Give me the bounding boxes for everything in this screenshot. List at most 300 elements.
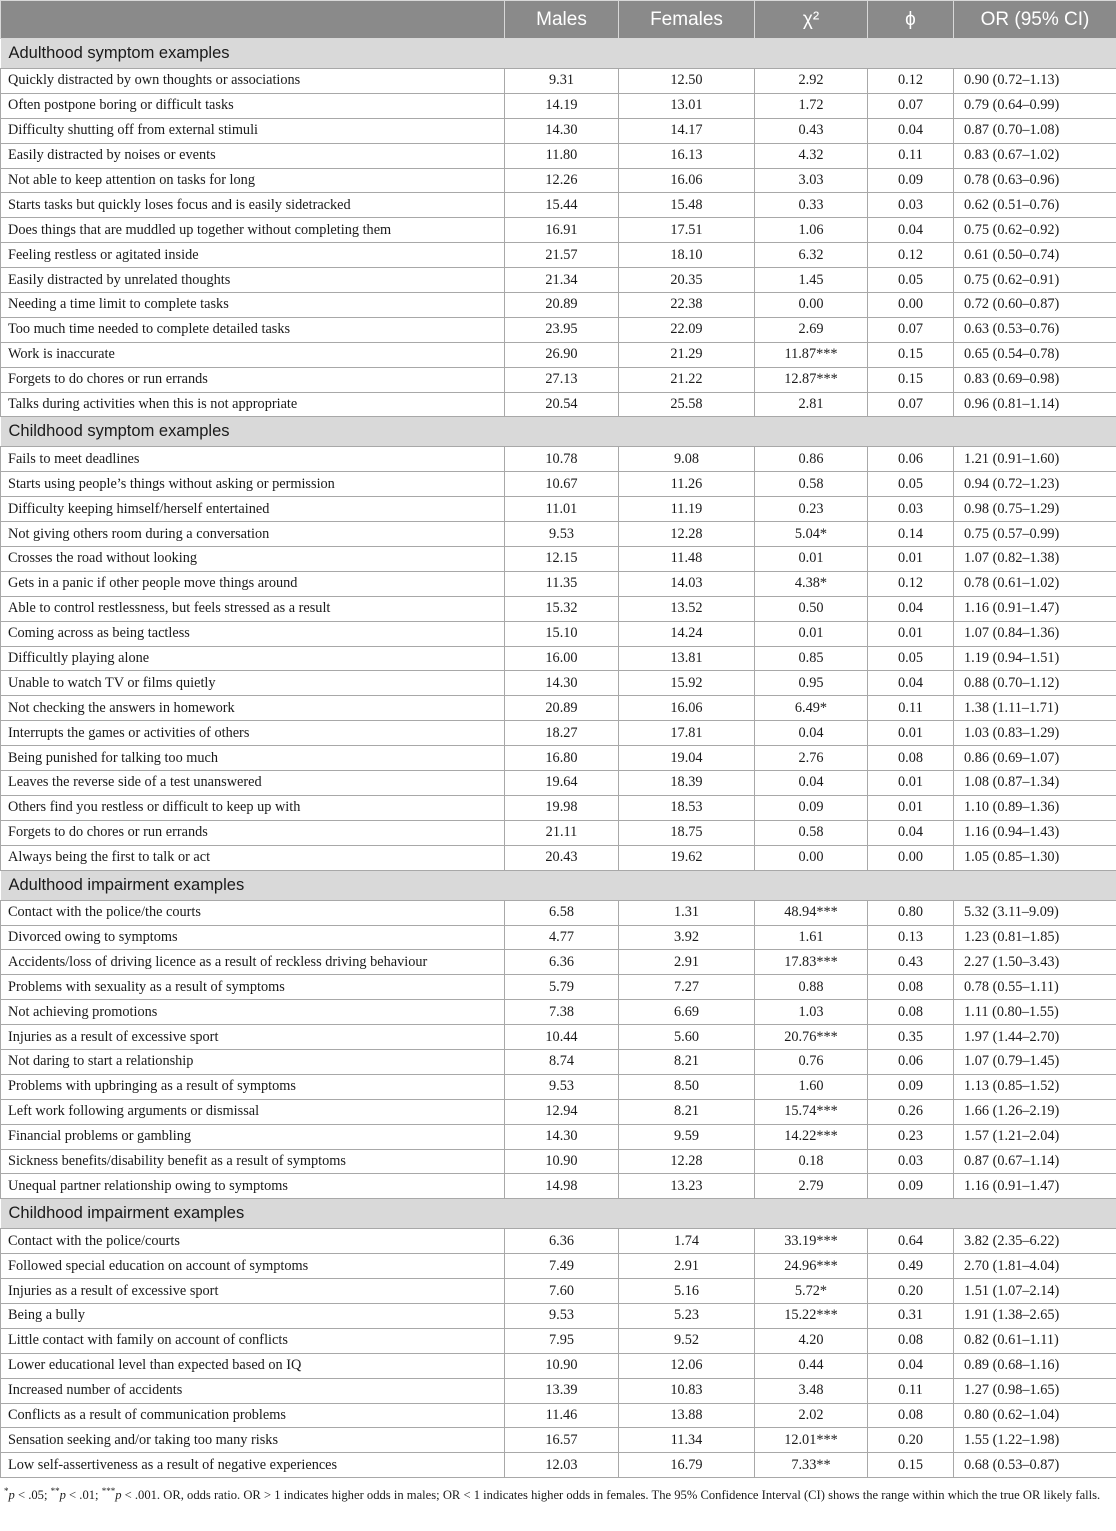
chi-square-value: 2.02 (755, 1403, 868, 1428)
item-label: Needing a time limit to complete tasks (1, 293, 505, 318)
females-value: 13.81 (619, 646, 755, 671)
phi-value: 0.05 (868, 646, 954, 671)
chi-square-value: 1.45 (755, 268, 868, 293)
phi-value: 0.04 (868, 118, 954, 143)
chi-square-value: 0.09 (755, 795, 868, 820)
chi-square-value: 4.20 (755, 1328, 868, 1353)
males-value: 11.01 (505, 497, 619, 522)
phi-value: 0.07 (868, 392, 954, 417)
table-row (1, 193, 1116, 218)
chi-square-value: 3.03 (755, 168, 868, 193)
item-label: Forgets to do chores or run errands (1, 367, 505, 392)
footnote-sig3-mark: *** (101, 1486, 116, 1497)
item-label: Others find you restless or difficult to keep up with (1, 795, 505, 820)
females-value: 6.69 (619, 1000, 755, 1025)
females-value: 18.10 (619, 243, 755, 268)
phi-value: 0.26 (868, 1099, 954, 1124)
phi-value: 0.01 (868, 771, 954, 796)
odds-ratio-value: 0.80 (0.62–1.04) (954, 1403, 1116, 1428)
chi-square-value: 0.43 (755, 118, 868, 143)
females-value: 19.04 (619, 746, 755, 771)
odds-ratio-value: 0.98 (0.75–1.29) (954, 497, 1116, 522)
males-value: 20.89 (505, 293, 619, 318)
odds-ratio-value: 0.96 (0.81–1.14) (954, 392, 1116, 417)
item-label: Accidents/loss of driving licence as a result of reckless driving behaviour (1, 950, 505, 975)
item-label: Injuries as a result of excessive sport (1, 1025, 505, 1050)
item-label: Gets in a panic if other people move things around (1, 571, 505, 596)
males-value: 6.36 (505, 950, 619, 975)
table-row (1, 795, 1116, 820)
phi-value: 0.03 (868, 1149, 954, 1174)
males-value: 12.03 (505, 1453, 619, 1478)
males-value: 11.35 (505, 571, 619, 596)
phi-value: 0.01 (868, 795, 954, 820)
females-value: 7.27 (619, 975, 755, 1000)
chi-square-value: 6.49* (755, 696, 868, 721)
phi-value: 0.06 (868, 447, 954, 472)
item-label: Always being the first to talk or act (1, 845, 505, 870)
table-footnote (4, 1482, 1112, 1505)
odds-ratio-value: 0.90 (0.72–1.13) (954, 69, 1116, 94)
odds-ratio-value: 1.07 (0.82–1.38) (954, 547, 1116, 572)
section-header-row (1, 870, 1116, 900)
odds-ratio-value: 0.63 (0.53–0.76) (954, 317, 1116, 342)
table-row (1, 1049, 1116, 1074)
chi-square-value: 33.19*** (755, 1229, 868, 1254)
phi-value: 0.35 (868, 1025, 954, 1050)
chi-square-value: 0.01 (755, 547, 868, 572)
footnote-sig1-mark: * (4, 1486, 9, 1497)
chi-square-value: 2.76 (755, 746, 868, 771)
odds-ratio-value: 0.86 (0.69–1.07) (954, 746, 1116, 771)
odds-ratio-value: 1.38 (1.11–1.71) (954, 696, 1116, 721)
item-label: Talks during activities when this is not appropriate (1, 392, 505, 417)
males-value: 9.53 (505, 1303, 619, 1328)
females-value: 2.91 (619, 1254, 755, 1279)
males-value: 14.30 (505, 1124, 619, 1149)
item-label: Followed special education on account of symptoms (1, 1254, 505, 1279)
table-row (1, 621, 1116, 646)
phi-value: 0.08 (868, 975, 954, 1000)
table-row (1, 93, 1116, 118)
females-value: 18.75 (619, 820, 755, 845)
males-value: 16.00 (505, 646, 619, 671)
footnote-sig2-mark: ** (50, 1486, 60, 1497)
females-value: 16.13 (619, 143, 755, 168)
odds-ratio-value: 1.27 (0.98–1.65) (954, 1378, 1116, 1403)
females-value: 16.06 (619, 696, 755, 721)
males-value: 4.77 (505, 925, 619, 950)
chi-square-value: 0.95 (755, 671, 868, 696)
phi-value: 0.49 (868, 1254, 954, 1279)
chi-square-value: 14.22*** (755, 1124, 868, 1149)
table-row (1, 746, 1116, 771)
footnote-sig1-text: < .05; (14, 1488, 51, 1503)
table-row (1, 1000, 1116, 1025)
males-value: 21.57 (505, 243, 619, 268)
item-label: Interrupts the games or activities of others (1, 721, 505, 746)
phi-value: 0.05 (868, 268, 954, 293)
section-header-row (1, 39, 1116, 69)
odds-ratio-value: 2.70 (1.81–4.04) (954, 1254, 1116, 1279)
header-phi: ϕ (868, 1, 954, 39)
odds-ratio-value: 1.51 (1.07–2.14) (954, 1279, 1116, 1304)
phi-value: 0.12 (868, 243, 954, 268)
odds-ratio-value: 1.05 (0.85–1.30) (954, 845, 1116, 870)
footnote-sig3-text: < .001. (121, 1488, 164, 1503)
header-chi-square: χ² (755, 1, 868, 39)
males-value: 7.49 (505, 1254, 619, 1279)
item-label: Quickly distracted by own thoughts or associations (1, 69, 505, 94)
table-row (1, 1149, 1116, 1174)
males-value: 15.10 (505, 621, 619, 646)
phi-value: 0.04 (868, 596, 954, 621)
phi-value: 0.03 (868, 497, 954, 522)
chi-square-value: 4.32 (755, 143, 868, 168)
males-value: 6.36 (505, 1229, 619, 1254)
chi-square-value: 0.04 (755, 721, 868, 746)
item-label: Leaves the reverse side of a test unanswered (1, 771, 505, 796)
females-value: 11.26 (619, 472, 755, 497)
females-value: 21.22 (619, 367, 755, 392)
header-males: Males (505, 1, 619, 39)
females-value: 10.83 (619, 1378, 755, 1403)
chi-square-value: 0.76 (755, 1049, 868, 1074)
chi-square-value: 0.44 (755, 1353, 868, 1378)
females-value: 15.92 (619, 671, 755, 696)
odds-ratio-value: 1.11 (0.80–1.55) (954, 1000, 1116, 1025)
odds-ratio-value: 0.94 (0.72–1.23) (954, 472, 1116, 497)
males-value: 15.32 (505, 596, 619, 621)
females-value: 18.53 (619, 795, 755, 820)
females-value: 13.88 (619, 1403, 755, 1428)
females-value: 22.09 (619, 317, 755, 342)
table-row (1, 392, 1116, 417)
females-value: 14.03 (619, 571, 755, 596)
phi-value: 0.00 (868, 845, 954, 870)
table-row (1, 69, 1116, 94)
item-label: Crosses the road without looking (1, 547, 505, 572)
odds-ratio-value: 0.75 (0.62–0.92) (954, 218, 1116, 243)
phi-value: 0.12 (868, 69, 954, 94)
females-value: 11.34 (619, 1428, 755, 1453)
chi-square-value: 1.03 (755, 1000, 868, 1025)
males-value: 18.27 (505, 721, 619, 746)
odds-ratio-value: 0.78 (0.55–1.11) (954, 975, 1116, 1000)
table-row (1, 1229, 1116, 1254)
males-value: 26.90 (505, 342, 619, 367)
females-value: 12.06 (619, 1353, 755, 1378)
table-row (1, 1303, 1116, 1328)
table-row (1, 1279, 1116, 1304)
chi-square-value: 20.76*** (755, 1025, 868, 1050)
chi-square-value: 0.86 (755, 447, 868, 472)
males-value: 6.58 (505, 900, 619, 925)
chi-square-value: 24.96*** (755, 1254, 868, 1279)
odds-ratio-value: 2.27 (1.50–3.43) (954, 950, 1116, 975)
phi-value: 0.80 (868, 900, 954, 925)
females-value: 5.60 (619, 1025, 755, 1050)
table-row (1, 168, 1116, 193)
phi-value: 0.05 (868, 472, 954, 497)
phi-value: 0.15 (868, 367, 954, 392)
females-value: 19.62 (619, 845, 755, 870)
table-row (1, 293, 1116, 318)
phi-value: 0.06 (868, 1049, 954, 1074)
header-females: Females (619, 1, 755, 39)
females-value: 2.91 (619, 950, 755, 975)
table-row (1, 447, 1116, 472)
table-row (1, 975, 1116, 1000)
table-row (1, 900, 1116, 925)
males-value: 10.44 (505, 1025, 619, 1050)
phi-value: 0.08 (868, 1403, 954, 1428)
phi-value: 0.01 (868, 547, 954, 572)
females-value: 16.79 (619, 1453, 755, 1478)
phi-value: 0.04 (868, 218, 954, 243)
phi-value: 0.07 (868, 317, 954, 342)
item-label: Feeling restless or agitated inside (1, 243, 505, 268)
females-value: 1.31 (619, 900, 755, 925)
phi-value: 0.20 (868, 1279, 954, 1304)
odds-ratio-value: 1.10 (0.89–1.36) (954, 795, 1116, 820)
phi-value: 0.09 (868, 1174, 954, 1199)
odds-ratio-value: 1.21 (0.91–1.60) (954, 447, 1116, 472)
females-value: 8.50 (619, 1074, 755, 1099)
females-value: 14.24 (619, 621, 755, 646)
table-row (1, 367, 1116, 392)
section-title: Adulthood symptom examples (1, 39, 1116, 69)
chi-square-value: 1.61 (755, 925, 868, 950)
phi-value: 0.12 (868, 571, 954, 596)
item-label: Conflicts as a result of communication problems (1, 1403, 505, 1428)
item-label: Coming across as being tactless (1, 621, 505, 646)
item-label: Difficulty keeping himself/herself entertained (1, 497, 505, 522)
footnote-sig2-p: p (59, 1488, 66, 1503)
males-value: 9.53 (505, 1074, 619, 1099)
table-row (1, 950, 1116, 975)
table-row (1, 1099, 1116, 1124)
females-value: 5.16 (619, 1279, 755, 1304)
chi-square-value: 2.79 (755, 1174, 868, 1199)
section-title: Childhood impairment examples (1, 1199, 1116, 1229)
item-label: Starts tasks but quickly loses focus and is easily sidetracked (1, 193, 505, 218)
phi-value: 0.01 (868, 721, 954, 746)
table-body (1, 39, 1116, 1478)
table-row (1, 721, 1116, 746)
table-row (1, 143, 1116, 168)
phi-value: 0.09 (868, 168, 954, 193)
table-row (1, 497, 1116, 522)
item-label: Being punished for talking too much (1, 746, 505, 771)
item-label: Not checking the answers in homework (1, 696, 505, 721)
chi-square-value: 0.85 (755, 646, 868, 671)
phi-value: 0.09 (868, 1074, 954, 1099)
chi-square-value: 48.94*** (755, 900, 868, 925)
section-header-row (1, 1199, 1116, 1229)
chi-square-value: 0.33 (755, 193, 868, 218)
phi-value: 0.04 (868, 1353, 954, 1378)
chi-square-value: 17.83*** (755, 950, 868, 975)
phi-value: 0.43 (868, 950, 954, 975)
table-row (1, 1074, 1116, 1099)
item-label: Often postpone boring or difficult tasks (1, 93, 505, 118)
chi-square-value: 2.81 (755, 392, 868, 417)
chi-square-value: 15.74*** (755, 1099, 868, 1124)
odds-ratio-value: 0.87 (0.70–1.08) (954, 118, 1116, 143)
table-row (1, 771, 1116, 796)
odds-ratio-value: 0.82 (0.61–1.11) (954, 1328, 1116, 1353)
item-label: Unable to watch TV or films quietly (1, 671, 505, 696)
odds-ratio-value: 1.55 (1.22–1.98) (954, 1428, 1116, 1453)
chi-square-value: 6.32 (755, 243, 868, 268)
table-row (1, 218, 1116, 243)
table-row (1, 1353, 1116, 1378)
females-value: 3.92 (619, 925, 755, 950)
males-value: 9.31 (505, 69, 619, 94)
item-label: Easily distracted by noises or events (1, 143, 505, 168)
females-value: 21.29 (619, 342, 755, 367)
table-row (1, 1254, 1116, 1279)
table-row (1, 925, 1116, 950)
chi-square-value: 4.38* (755, 571, 868, 596)
males-value: 13.39 (505, 1378, 619, 1403)
chi-square-value: 0.50 (755, 596, 868, 621)
males-value: 19.98 (505, 795, 619, 820)
odds-ratio-value: 0.83 (0.67–1.02) (954, 143, 1116, 168)
chi-square-value: 2.92 (755, 69, 868, 94)
table-row (1, 522, 1116, 547)
table-row (1, 547, 1116, 572)
table-row (1, 268, 1116, 293)
item-label: Sensation seeking and/or taking too many risks (1, 1428, 505, 1453)
footnote-text: OR, odds ratio. OR > 1 indicates higher odds in males; OR < 1 indicates higher odds in females. The 95% Confidence Interval (CI) shows the range within which the true OR likely falls. (163, 1488, 1101, 1503)
table-row (1, 472, 1116, 497)
phi-value: 0.11 (868, 696, 954, 721)
phi-value: 0.14 (868, 522, 954, 547)
odds-ratio-value: 1.03 (0.83–1.29) (954, 721, 1116, 746)
males-value: 10.67 (505, 472, 619, 497)
table-row (1, 1124, 1116, 1149)
males-value: 9.53 (505, 522, 619, 547)
item-label: Left work following arguments or dismissal (1, 1099, 505, 1124)
females-value: 25.58 (619, 392, 755, 417)
males-value: 10.78 (505, 447, 619, 472)
males-value: 5.79 (505, 975, 619, 1000)
males-value: 11.46 (505, 1403, 619, 1428)
odds-ratio-value: 0.65 (0.54–0.78) (954, 342, 1116, 367)
females-value: 15.48 (619, 193, 755, 218)
phi-value: 0.23 (868, 1124, 954, 1149)
males-value: 12.15 (505, 547, 619, 572)
males-value: 20.54 (505, 392, 619, 417)
table-row (1, 1453, 1116, 1478)
item-label: Does things that are muddled up together without completing them (1, 218, 505, 243)
females-value: 9.59 (619, 1124, 755, 1149)
males-value: 16.57 (505, 1428, 619, 1453)
odds-ratio-value: 0.78 (0.63–0.96) (954, 168, 1116, 193)
odds-ratio-value: 0.72 (0.60–0.87) (954, 293, 1116, 318)
phi-value: 0.31 (868, 1303, 954, 1328)
table-row (1, 118, 1116, 143)
item-label: Lower educational level than expected based on IQ (1, 1353, 505, 1378)
item-label: Not achieving promotions (1, 1000, 505, 1025)
females-value: 8.21 (619, 1049, 755, 1074)
header-odds-ratio: OR (95% CI) (954, 1, 1116, 39)
males-value: 12.26 (505, 168, 619, 193)
odds-ratio-value: 1.08 (0.87–1.34) (954, 771, 1116, 796)
section-title: Childhood symptom examples (1, 417, 1116, 447)
item-label: Forgets to do chores or run errands (1, 820, 505, 845)
females-value: 9.08 (619, 447, 755, 472)
odds-ratio-value: 3.82 (2.35–6.22) (954, 1229, 1116, 1254)
item-label: Starts using people’s things without asking or permission (1, 472, 505, 497)
females-value: 13.52 (619, 596, 755, 621)
item-label: Increased number of accidents (1, 1378, 505, 1403)
phi-value: 0.20 (868, 1428, 954, 1453)
females-value: 22.38 (619, 293, 755, 318)
table-row (1, 317, 1116, 342)
odds-ratio-value: 1.13 (0.85–1.52) (954, 1074, 1116, 1099)
chi-square-value: 7.33** (755, 1453, 868, 1478)
chi-square-value: 11.87*** (755, 342, 868, 367)
males-value: 20.89 (505, 696, 619, 721)
odds-ratio-value: 0.79 (0.64–0.99) (954, 93, 1116, 118)
females-value: 12.50 (619, 69, 755, 94)
males-value: 8.74 (505, 1049, 619, 1074)
item-label: Able to control restlessness, but feels stressed as a result (1, 596, 505, 621)
chi-square-value: 1.06 (755, 218, 868, 243)
item-label: Not daring to start a relationship (1, 1049, 505, 1074)
males-value: 21.34 (505, 268, 619, 293)
odds-ratio-value: 1.07 (0.84–1.36) (954, 621, 1116, 646)
phi-value: 0.08 (868, 1000, 954, 1025)
item-label: Not able to keep attention on tasks for long (1, 168, 505, 193)
males-value: 10.90 (505, 1353, 619, 1378)
males-value: 27.13 (505, 367, 619, 392)
item-label: Contact with the police/the courts (1, 900, 505, 925)
odds-ratio-value: 0.87 (0.67–1.14) (954, 1149, 1116, 1174)
phi-value: 0.04 (868, 671, 954, 696)
odds-ratio-value: 1.97 (1.44–2.70) (954, 1025, 1116, 1050)
phi-value: 0.11 (868, 143, 954, 168)
males-value: 21.11 (505, 820, 619, 845)
section-header-row (1, 417, 1116, 447)
odds-ratio-value: 0.68 (0.53–0.87) (954, 1453, 1116, 1478)
chi-square-value: 5.04* (755, 522, 868, 547)
table-row (1, 820, 1116, 845)
females-value: 1.74 (619, 1229, 755, 1254)
females-value: 5.23 (619, 1303, 755, 1328)
chi-square-value: 5.72* (755, 1279, 868, 1304)
females-value: 14.17 (619, 118, 755, 143)
item-label: Problems with upbringing as a result of symptoms (1, 1074, 505, 1099)
phi-value: 0.00 (868, 293, 954, 318)
females-value: 18.39 (619, 771, 755, 796)
phi-value: 0.03 (868, 193, 954, 218)
chi-square-value: 0.01 (755, 621, 868, 646)
phi-value: 0.01 (868, 621, 954, 646)
odds-ratio-value: 0.89 (0.68–1.16) (954, 1353, 1116, 1378)
odds-ratio-value: 0.62 (0.51–0.76) (954, 193, 1116, 218)
item-label: Unequal partner relationship owing to symptoms (1, 1174, 505, 1199)
females-value: 12.28 (619, 1149, 755, 1174)
item-label: Fails to meet deadlines (1, 447, 505, 472)
females-value: 11.19 (619, 497, 755, 522)
table-row (1, 1174, 1116, 1199)
footnote-sig3-p: p (115, 1488, 122, 1503)
table-row (1, 571, 1116, 596)
